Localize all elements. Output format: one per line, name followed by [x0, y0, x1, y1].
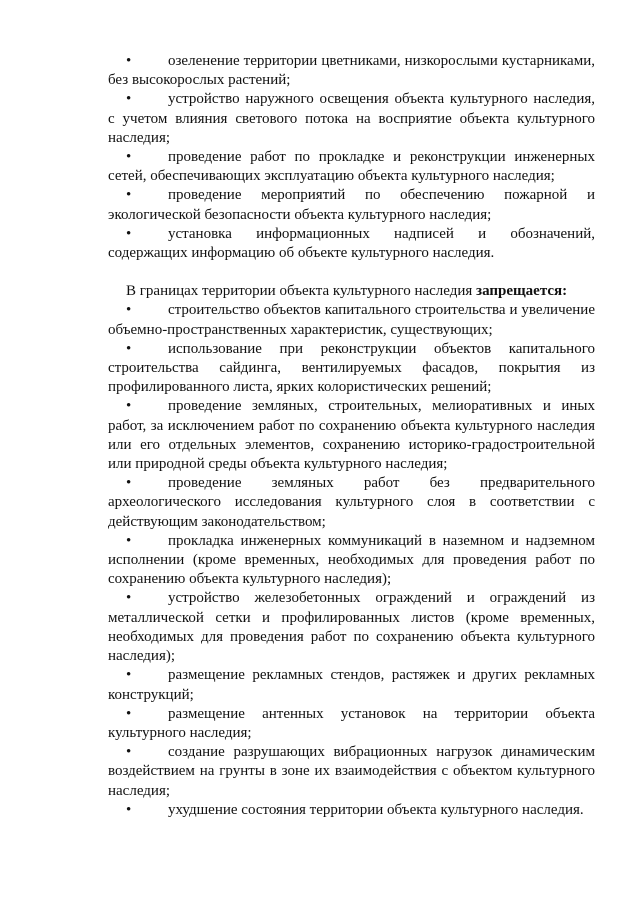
list-item-text: размещение рекламных стендов, растяжек и других рекламных конструкций; [108, 667, 595, 703]
list-item [108, 301, 595, 339]
list-item-text: размещение антенных установок на территории объекта культурного наследия; [108, 705, 595, 741]
bullet-icon: • [126, 225, 132, 242]
list-item-text: создание разрушающих вибрационных нагрузок динамическим воздействием на грунты в зоне их взаимодействия с объектом культурного наследия; [108, 744, 595, 799]
bullet-icon: • [126, 532, 132, 549]
list-item-text: установка информационных надписей и обозначений, содержащих информацию об объекте культурного наследия. [108, 225, 595, 262]
list-item-text: проведение земляных работ без предварительного археологического исследования культурного слоя в соответствии с действующим законодательством; [108, 475, 595, 530]
list-item [108, 225, 595, 263]
list-item [108, 743, 595, 801]
bullet-icon: • [126, 53, 132, 69]
list-item [108, 474, 595, 532]
list-item-text: прокладка инженерных коммуникаций в наземном и надземном исполнении (кроме временных, необходимых для проведения работ по сохранению объекта культурного наследия); [108, 532, 595, 588]
list-item [108, 340, 595, 398]
bullet-icon: • [126, 590, 132, 607]
list-item [108, 705, 595, 743]
document-page [108, 52, 595, 820]
list-item [108, 801, 595, 820]
bullet-icon: • [126, 302, 132, 319]
bullet-icon: • [126, 340, 132, 357]
list-item-text: озеленение территории цветниками, низкорослыми кустарниками, без высокорослых растений; [108, 53, 595, 89]
list-item [108, 52, 595, 90]
list-item-text: проведение мероприятий по обеспечению пожарной и экологической безопасности объекта культурного наследия; [108, 187, 595, 223]
bullet-icon: • [126, 744, 132, 761]
prohibition-keyword: запрещается: [476, 283, 568, 300]
list-item [108, 90, 595, 148]
prohibition-heading-text: В границах территории объекта культурного наследия [126, 283, 477, 300]
list-item-text: устройство наружного освещения объекта культурного наследия, с учетом влияния светового потока на восприятие объекта культурного наследия; [108, 91, 595, 146]
list-item-text: использование при реконструкции объектов капитального строительства сайдинга, вентилируемых фасадов, покрытия из профилированного листа, ярких колористических решений; [108, 340, 595, 396]
list-item [108, 397, 595, 474]
list-item-text: ухудшение состояния территории объекта культурного наследия. [168, 801, 584, 818]
prohibited-works-list [108, 301, 595, 819]
paragraph-gap [108, 263, 595, 282]
list-item-text: проведение работ по прокладке и реконструкции инженерных сетей, обеспечивающих эксплуатацию объекта культурного наследия; [108, 149, 595, 185]
list-item [108, 589, 595, 666]
list-item-text: устройство железобетонных ограждений и ограждений из металлической сетки и профилированных листов (кроме временных, необходимых для проведения работ по сохранению объекта культурного наследия); [108, 590, 595, 665]
bullet-icon: • [126, 801, 132, 818]
list-item-text: строительство объектов капитального строительства и увеличение объемно-пространственных характеристик, существующих; [108, 302, 595, 338]
list-item [108, 148, 595, 186]
list-item [108, 666, 595, 704]
bullet-icon: • [126, 187, 132, 204]
list-item [108, 186, 595, 224]
bullet-icon: • [126, 475, 132, 492]
bullet-icon: • [126, 667, 132, 684]
bullet-icon: • [126, 398, 132, 415]
allowed-works-list [108, 52, 595, 263]
bullet-icon: • [126, 91, 132, 108]
bullet-icon: • [126, 149, 132, 166]
bullet-icon: • [126, 705, 132, 722]
list-item-text: проведение земляных, строительных, мелиоративных и иных работ, за исключением работ по сохранению объекта культурного наследия или его отдельных элементов, сохранению историко-градостроительной или природной среды объекта культурного наследия; [108, 398, 595, 473]
list-item [108, 532, 595, 590]
prohibition-heading [108, 282, 595, 301]
